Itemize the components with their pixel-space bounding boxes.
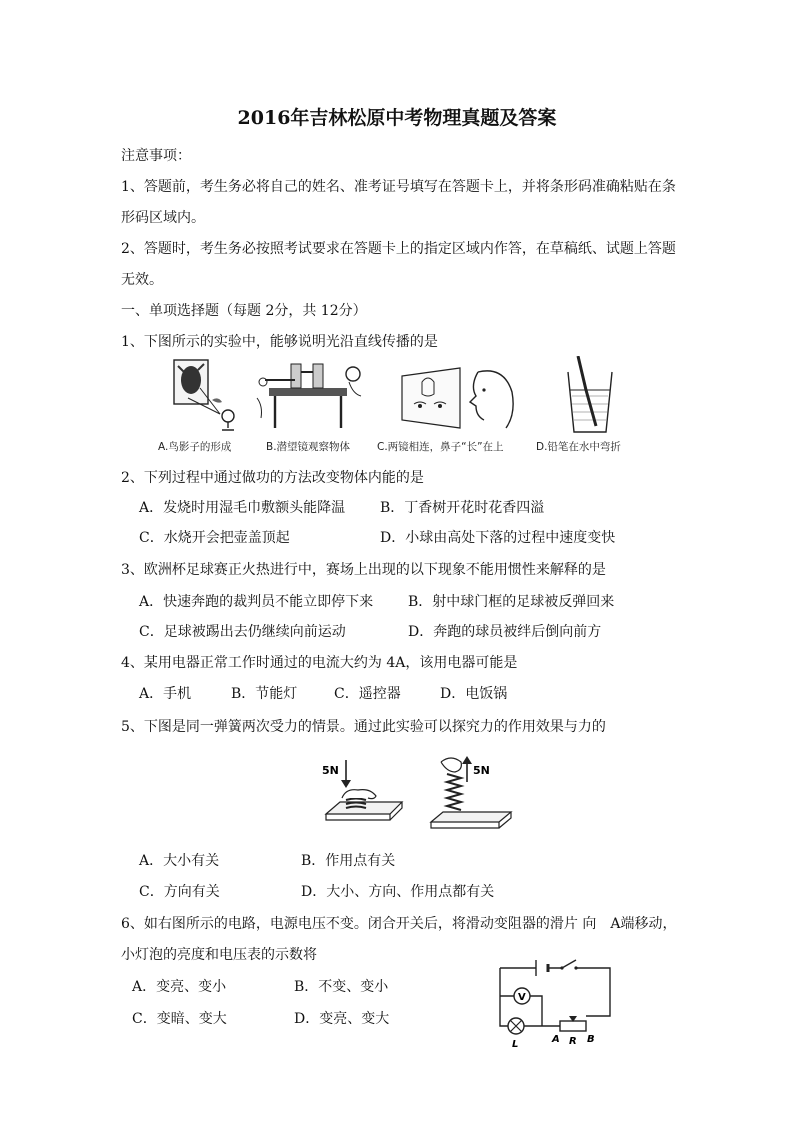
q3-option-b: B．射中球门框的足球被反弹回来 <box>408 594 615 610</box>
q1-figure-bird-shadow <box>160 358 250 434</box>
q6-circuit-diagram <box>490 956 620 1048</box>
q2-option-c: C．水烧开会把壶盖顶起 <box>139 530 290 546</box>
page-title: 2016年吉林松原中考物理真题及答案 <box>237 107 557 129</box>
q4-option-a: A．手机 <box>139 686 192 702</box>
q6-voltmeter-label: V <box>518 992 526 1003</box>
q6-option-b: B．不变、变小 <box>294 979 389 995</box>
q1-caption-b: B.潜望镜观察物体 <box>266 441 351 453</box>
q2-option-a: A．发烧时用湿毛巾敷额头能降温 <box>139 500 346 516</box>
q3-option-a: A．快速奔跑的裁判员不能立即停下来 <box>139 594 374 610</box>
q5-force-label-right: 5N <box>473 764 490 777</box>
q3-stem: 3、欧洲杯足球赛正火热进行中，赛场上出现的以下现象不能用惯性来解释的是 <box>121 562 606 578</box>
q5-option-c: C．方向有关 <box>139 884 220 900</box>
q4-stem: 4、某用电器正常工作时通过的电流大约为 4A，该用电器可能是 <box>121 655 518 671</box>
note-2-line-2: 无效。 <box>121 272 163 288</box>
q6-rheostat-label: R <box>569 1036 577 1047</box>
note-1-line-1: 1、答题前，考生务必将自己的姓名、准考证号填写在答题卡上，并将条形码准确粘贴在条 <box>121 179 676 195</box>
q3-option-d: D．奔跑的球员被绊后倒向前方 <box>408 624 602 640</box>
q6-option-a: A．变亮、变小 <box>132 979 227 995</box>
q4-option-c: C．遥控器 <box>334 686 401 702</box>
q5-figure-spring-stretched <box>425 752 515 834</box>
q6-option-d: D．变亮、变大 <box>294 1011 390 1027</box>
section-1-heading: 一、单项选择题（每题 2分，共 12分） <box>121 303 367 319</box>
q5-force-label-left: 5N <box>322 764 339 777</box>
q1-figure-periscope <box>255 358 365 434</box>
q1-stem: 1、下图所示的实验中，能够说明光沿直线传播的是 <box>121 334 438 350</box>
q2-option-b: B．丁香树开花时花香四溢 <box>380 500 545 516</box>
q5-option-b: B．作用点有关 <box>301 853 396 869</box>
note-1-line-2: 形码区域内。 <box>121 210 205 226</box>
q1-caption-c: C.两镜相连，鼻子“长”在上 <box>377 441 504 453</box>
q1-caption-d: D.铅笔在水中弯折 <box>536 441 621 453</box>
q4-option-d: D．电饭锅 <box>440 686 508 702</box>
q5-option-d: D．大小、方向、作用点都有关 <box>301 884 495 900</box>
q3-option-c: C．足球被踢出去仍继续向前运动 <box>139 624 346 640</box>
q6-option-c: C．变暗、变大 <box>132 1011 227 1027</box>
q6-end-a-label: A <box>552 1034 560 1045</box>
q6-lamp-label: L <box>512 1039 519 1048</box>
q2-stem: 2、下列过程中通过做功的方法改变物体内能的是 <box>121 470 424 486</box>
q6-end-b-label: B <box>587 1034 595 1045</box>
q6-stem-line-2: 小灯泡的亮度和电压表的示数将 <box>121 947 317 963</box>
q1-caption-a: A.鸟影子的形成 <box>158 441 232 453</box>
q5-figure-spring-compressed <box>320 752 406 832</box>
q5-option-a: A．大小有关 <box>139 853 220 869</box>
q2-option-d: D．小球由高处下落的过程中速度变快 <box>380 530 616 546</box>
q1-figure-pencil-in-water <box>560 356 620 436</box>
q1-figure-two-mirrors <box>400 362 518 434</box>
q5-stem: 5、下图是同一弹簧两次受力的情景。通过此实验可以探究力的作用效果与力的 <box>121 719 606 735</box>
q4-option-b: B．节能灯 <box>231 686 298 702</box>
note-2-line-1: 2、答题时，考生务必按照考试要求在答题卡上的指定区域内作答，在草稿纸、试题上答题 <box>121 241 676 257</box>
notes-heading: 注意事项： <box>121 148 191 164</box>
q6-stem-line-1: 6、如右图所示的电路，电源电压不变。闭合开关后，将滑动变阻器的滑片 向 A端移动， <box>121 916 677 932</box>
